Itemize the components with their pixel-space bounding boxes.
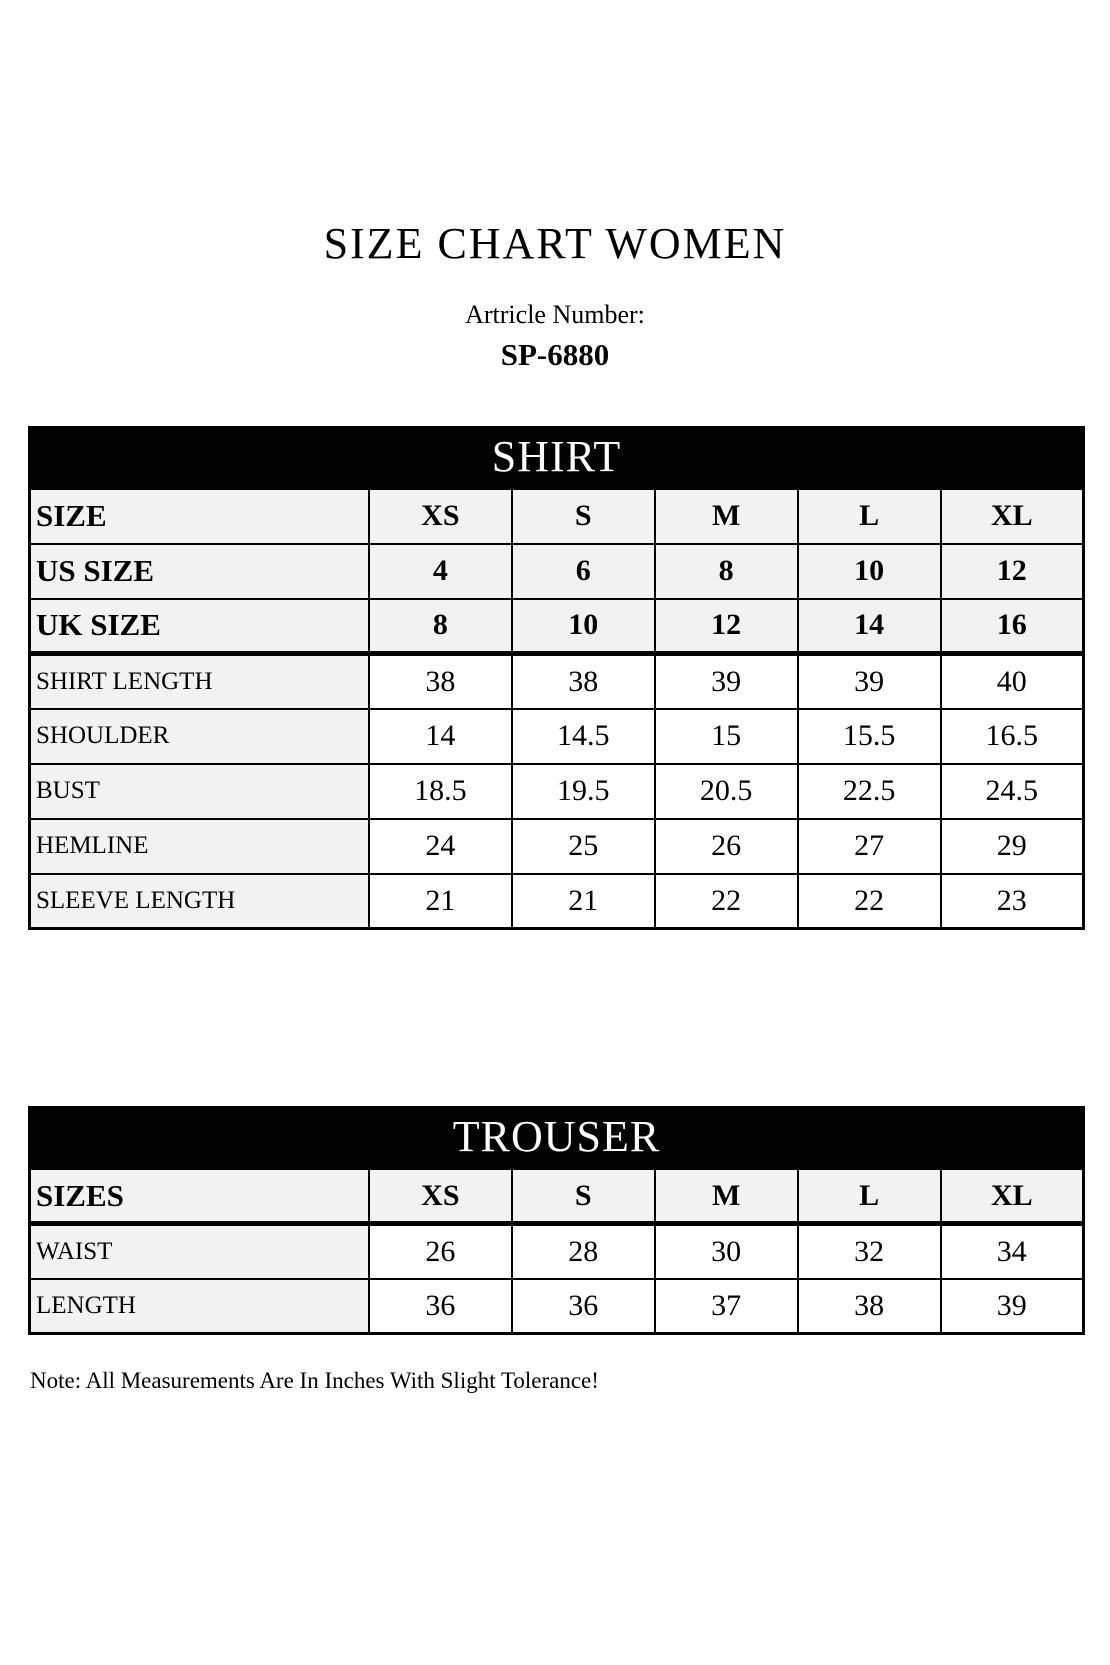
cell-value: 15.5 [798,709,941,764]
table-row [30,874,1084,929]
table-row [30,1279,1084,1334]
cell-value: 32 [798,1224,941,1279]
cell-value: M [655,1169,798,1224]
row-label: WAIST [30,1224,369,1279]
cell-value: 12 [941,544,1084,599]
cell-value: 37 [655,1279,798,1334]
cell-value: 6 [512,544,655,599]
cell-value: 38 [369,654,512,709]
cell-value: 39 [655,654,798,709]
cell-value: 39 [941,1279,1084,1334]
trouser-table-title: TROUSER [28,1106,1085,1167]
row-label: US SIZE [30,544,369,599]
cell-value: 27 [798,819,941,874]
cell-value: 10 [512,599,655,654]
trouser-table [28,1167,1085,1335]
article-number-label: Artricle Number: [465,300,645,330]
table-row [30,764,1084,819]
table-row [30,654,1084,709]
cell-value: 18.5 [369,764,512,819]
row-label: LENGTH [30,1279,369,1334]
cell-value: S [512,1169,655,1224]
table-row [30,489,1084,544]
cell-value: 38 [798,1279,941,1334]
table-row [30,709,1084,764]
shirt-table [28,487,1085,930]
table-row [30,1224,1084,1279]
cell-value: M [655,489,798,544]
cell-value: XL [941,489,1084,544]
table-row [30,544,1084,599]
article-number-value: SP-6880 [500,336,610,372]
table-row [30,1169,1084,1224]
cell-value: 14 [798,599,941,654]
cell-value: 25 [512,819,655,874]
row-label: BUST [30,764,369,819]
cell-value: 16 [941,599,1084,654]
cell-value: XS [369,1169,512,1224]
cell-value: 21 [512,874,655,929]
cell-value: 28 [512,1224,655,1279]
row-label: SIZES [30,1169,369,1224]
cell-value: 22 [798,874,941,929]
cell-value: 38 [512,654,655,709]
row-label: UK SIZE [30,599,369,654]
cell-value: 10 [798,544,941,599]
cell-value: 34 [941,1224,1084,1279]
cell-value: 24.5 [941,764,1084,819]
cell-value: 40 [941,654,1084,709]
cell-value: 26 [655,819,798,874]
cell-value: 26 [369,1224,512,1279]
cell-value: 16.5 [941,709,1084,764]
shirt-size-table [28,426,1085,930]
cell-value: 29 [941,819,1084,874]
trouser-size-table [28,1106,1085,1335]
page-title: SIZE CHART WOMEN [323,219,787,268]
row-label: SLEEVE LENGTH [30,874,369,929]
cell-value: 8 [369,599,512,654]
cell-value: 36 [369,1279,512,1334]
cell-value: 22 [655,874,798,929]
cell-value: S [512,489,655,544]
cell-value: 14 [369,709,512,764]
cell-value: 24 [369,819,512,874]
shirt-table-title: SHIRT [28,426,1085,487]
cell-value: 12 [655,599,798,654]
cell-value: 8 [655,544,798,599]
cell-value: 39 [798,654,941,709]
cell-value: 23 [941,874,1084,929]
cell-value: 4 [369,544,512,599]
measurements-note: Note: All Measurements Are In Inches With Slight Tolerance! [30,1368,599,1394]
cell-value: XL [941,1169,1084,1224]
cell-value: 19.5 [512,764,655,819]
cell-value: 36 [512,1279,655,1334]
cell-value: XS [369,489,512,544]
cell-value: 30 [655,1224,798,1279]
cell-value: L [798,1169,941,1224]
cell-value: 14.5 [512,709,655,764]
cell-value: L [798,489,941,544]
row-label: SIZE [30,489,369,544]
cell-value: 15 [655,709,798,764]
row-label: SHOULDER [30,709,369,764]
table-row [30,819,1084,874]
cell-value: 21 [369,874,512,929]
row-label: SHIRT LENGTH [30,654,369,709]
row-label: HEMLINE [30,819,369,874]
cell-value: 20.5 [655,764,798,819]
table-row [30,599,1084,654]
cell-value: 22.5 [798,764,941,819]
